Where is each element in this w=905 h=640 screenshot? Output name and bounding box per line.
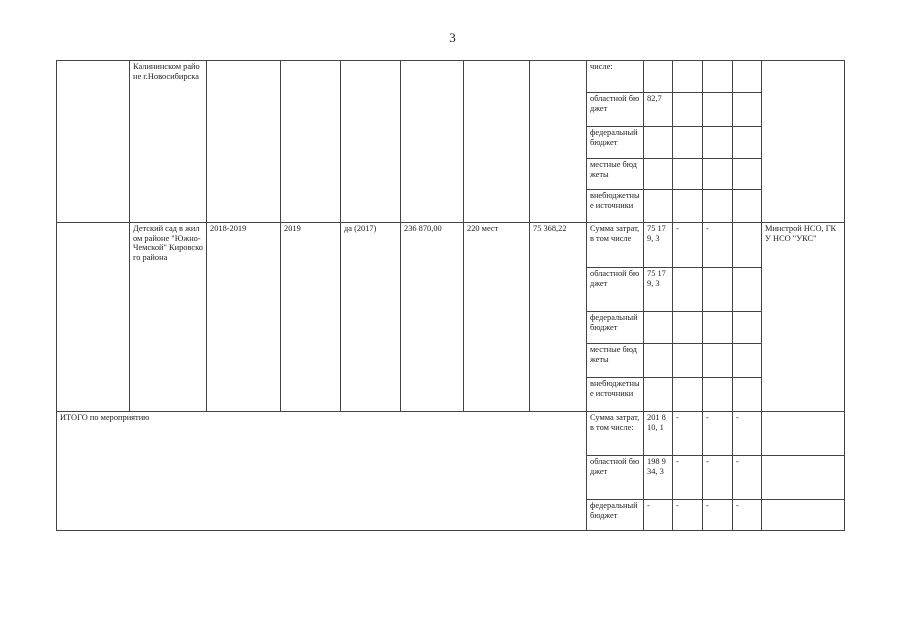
source-cell: внебюджетные источники bbox=[587, 378, 644, 412]
value-cell bbox=[673, 312, 703, 344]
source-cell: местные бюджеты bbox=[587, 344, 644, 378]
executor-cell bbox=[762, 456, 845, 500]
value-cell bbox=[673, 190, 703, 223]
source-cell: федеральный бюджет bbox=[587, 500, 644, 531]
value-cell: - bbox=[703, 456, 733, 500]
source-cell: внебюджетные источники bbox=[587, 190, 644, 223]
value-cell bbox=[733, 223, 762, 268]
value-cell bbox=[673, 93, 703, 127]
value-cell: - bbox=[673, 223, 703, 268]
executor-cell bbox=[762, 412, 845, 456]
value-cell bbox=[733, 312, 762, 344]
remaining-cell bbox=[530, 61, 587, 223]
table-row bbox=[57, 223, 845, 268]
source-cell: федеральный бюджет bbox=[587, 127, 644, 159]
value-cell: - bbox=[703, 223, 733, 268]
year-cell bbox=[281, 61, 341, 223]
value-cell bbox=[644, 127, 673, 159]
value-cell: - bbox=[733, 412, 762, 456]
value-cell bbox=[703, 344, 733, 378]
value-cell bbox=[703, 127, 733, 159]
value-cell bbox=[673, 378, 703, 412]
value-cell bbox=[703, 159, 733, 190]
object-name-cell: Калининском районе г.Новосибирска bbox=[130, 61, 207, 223]
source-cell: федеральный бюджет bbox=[587, 312, 644, 344]
value-cell: - bbox=[673, 412, 703, 456]
blank-cell bbox=[57, 61, 130, 223]
value-cell bbox=[673, 159, 703, 190]
value-cell bbox=[733, 159, 762, 190]
value-cell bbox=[644, 312, 673, 344]
blank-cell bbox=[57, 223, 130, 412]
value-cell: 75 179, 3 bbox=[644, 268, 673, 312]
value-cell bbox=[703, 93, 733, 127]
value-cell bbox=[644, 378, 673, 412]
investment-table bbox=[56, 60, 845, 531]
source-cell: областной бюджет bbox=[587, 268, 644, 312]
total-label-cell: ИТОГО по мероприятию bbox=[57, 412, 587, 531]
period-cell: 2018-2019 bbox=[207, 223, 281, 412]
value-cell: - bbox=[644, 500, 673, 531]
executor-cell bbox=[762, 500, 845, 531]
value-cell bbox=[644, 61, 673, 93]
value-cell bbox=[673, 61, 703, 93]
executor-cell: Минстрой НСО, ГКУ НСО "УКС" bbox=[762, 223, 845, 412]
value-cell bbox=[703, 190, 733, 223]
value-cell: - bbox=[733, 500, 762, 531]
value-cell bbox=[733, 61, 762, 93]
remaining-cell: 75 368,22 bbox=[530, 223, 587, 412]
value-cell bbox=[673, 268, 703, 312]
value-cell bbox=[733, 344, 762, 378]
cost-cell: 236 870,00 bbox=[401, 223, 464, 412]
source-cell: местные бюджеты bbox=[587, 159, 644, 190]
value-cell bbox=[733, 190, 762, 223]
value-cell bbox=[703, 268, 733, 312]
value-cell bbox=[733, 378, 762, 412]
value-cell bbox=[673, 344, 703, 378]
value-cell: - bbox=[703, 412, 733, 456]
source-cell: Сумма затрат, в том числе bbox=[587, 223, 644, 268]
value-cell: 75 179, 3 bbox=[644, 223, 673, 268]
source-cell: числе: bbox=[587, 61, 644, 93]
value-cell bbox=[703, 378, 733, 412]
page-number: 3 bbox=[449, 30, 456, 45]
object-name-cell: Детский сад в жилом районе "Южно-Чемской" Кировского района bbox=[130, 223, 207, 412]
value-cell bbox=[703, 312, 733, 344]
executor-cell bbox=[762, 61, 845, 223]
value-cell bbox=[644, 190, 673, 223]
table-row bbox=[57, 412, 845, 456]
value-cell: 198 934, 3 bbox=[644, 456, 673, 500]
value-cell bbox=[644, 344, 673, 378]
psd-cell: да (2017) bbox=[341, 223, 401, 412]
value-cell bbox=[703, 61, 733, 93]
value-cell: 82,7 bbox=[644, 93, 673, 127]
period-cell bbox=[207, 61, 281, 223]
value-cell: - bbox=[673, 456, 703, 500]
value-cell bbox=[673, 127, 703, 159]
value-cell bbox=[733, 127, 762, 159]
value-cell bbox=[733, 268, 762, 312]
value-cell: 201 810, 1 bbox=[644, 412, 673, 456]
source-cell: областной бюджет bbox=[587, 93, 644, 127]
capacity-cell bbox=[464, 61, 530, 223]
source-cell: Сумма затрат, в том числе: bbox=[587, 412, 644, 456]
value-cell: - bbox=[673, 500, 703, 531]
value-cell bbox=[644, 159, 673, 190]
value-cell bbox=[733, 93, 762, 127]
table-row bbox=[57, 61, 845, 93]
year-cell: 2019 bbox=[281, 223, 341, 412]
value-cell: - bbox=[703, 500, 733, 531]
capacity-cell: 220 мест bbox=[464, 223, 530, 412]
value-cell: - bbox=[733, 456, 762, 500]
source-cell: областной бюджет bbox=[587, 456, 644, 500]
cost-cell bbox=[401, 61, 464, 223]
psd-cell bbox=[341, 61, 401, 223]
